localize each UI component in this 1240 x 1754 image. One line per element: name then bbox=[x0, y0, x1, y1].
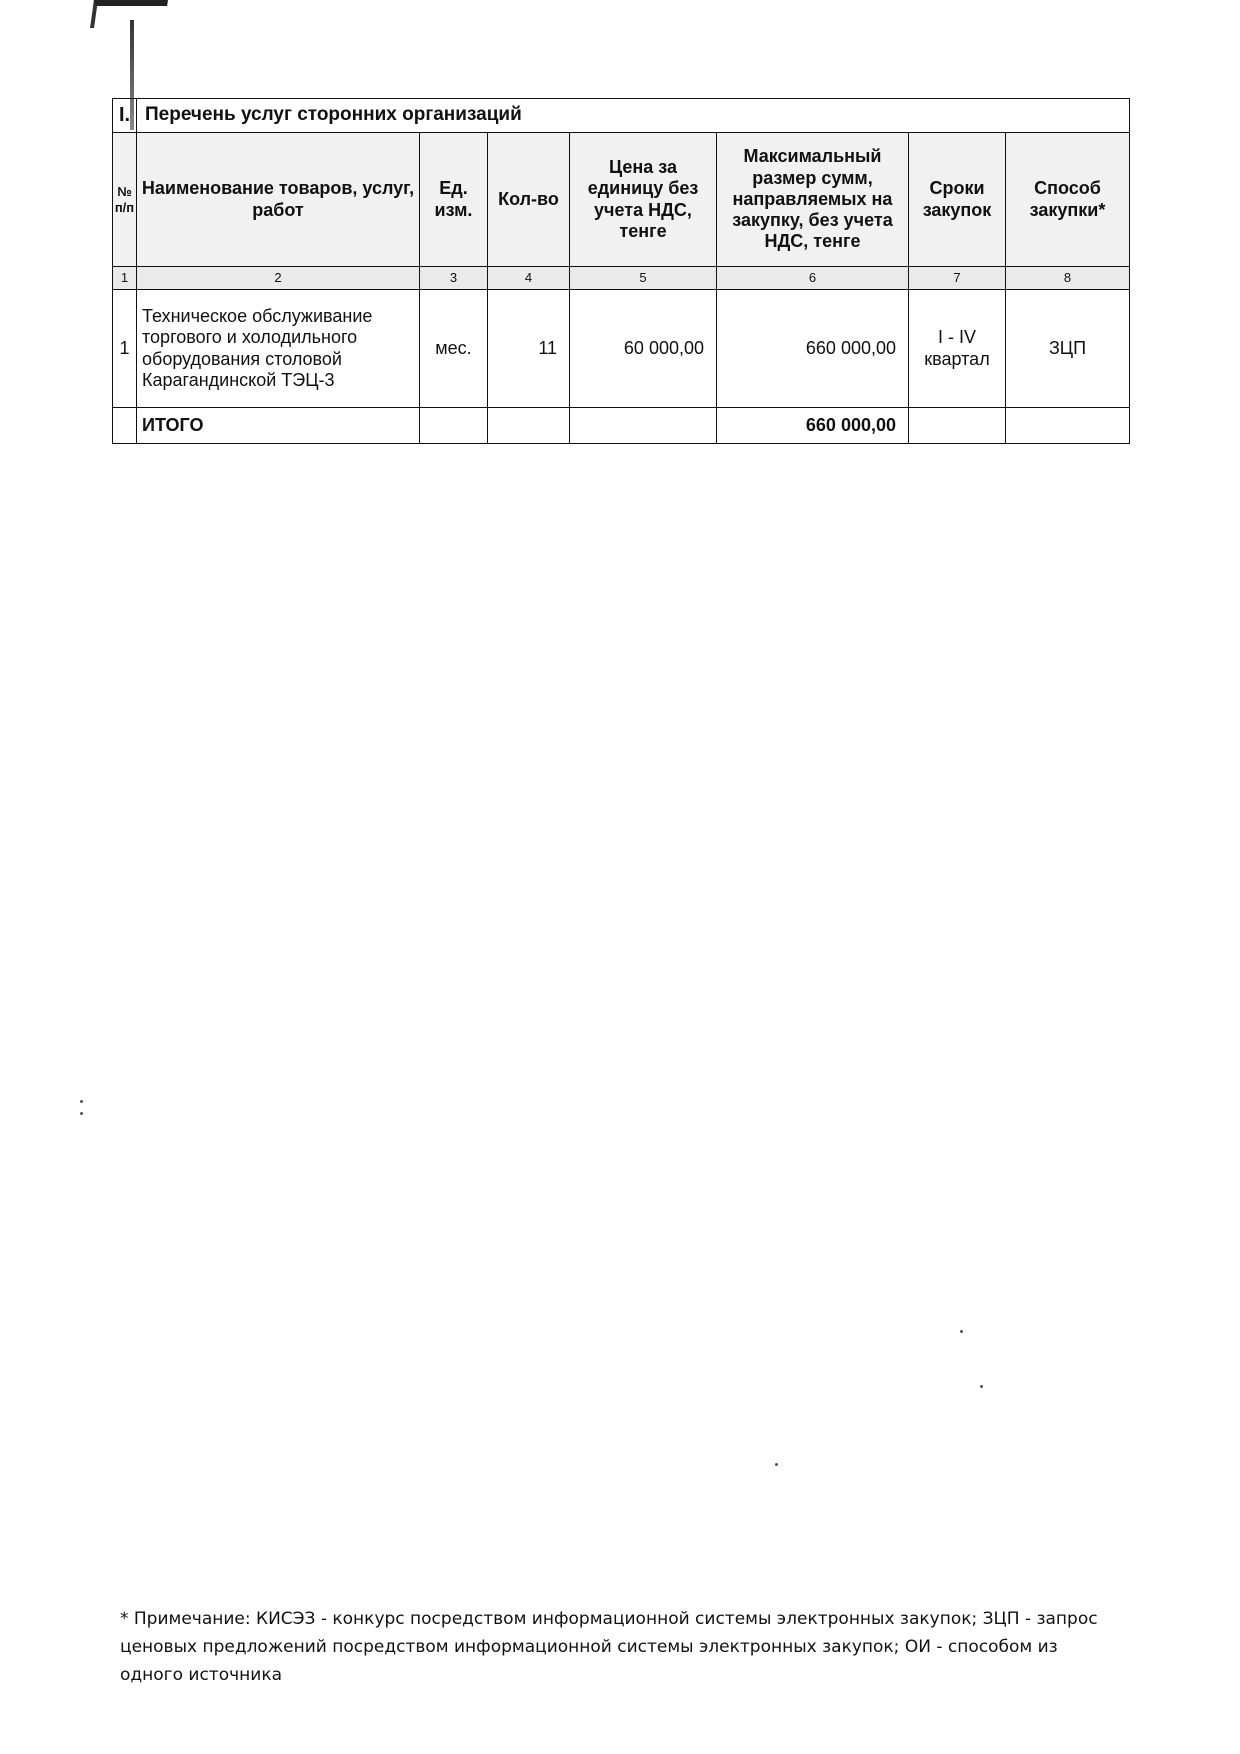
scan-artifact-dot bbox=[80, 1112, 83, 1115]
total-empty-cell bbox=[909, 408, 1006, 444]
total-row bbox=[113, 408, 1130, 444]
header-num: № п/п bbox=[113, 133, 137, 267]
header-unit: Ед. изм. bbox=[420, 133, 488, 267]
scan-artifact-dot bbox=[980, 1385, 983, 1388]
scan-artifact-mark bbox=[90, 0, 168, 28]
total-empty-cell bbox=[488, 408, 570, 444]
total-label: ИТОГО bbox=[137, 408, 420, 444]
header-terms: Сроки закупок bbox=[909, 133, 1006, 267]
column-number: 4 bbox=[488, 267, 570, 290]
section-number: I. bbox=[113, 99, 137, 133]
header-max-amount: Максимальный размер сумм, направляемых на закупку, без учета НДС, тенге bbox=[717, 133, 909, 267]
section-title: Перечень услуг сторонних организаций bbox=[137, 99, 1130, 133]
row-max-amount: 660 000,00 bbox=[717, 290, 909, 408]
row-num: 1 bbox=[113, 290, 137, 408]
total-empty-cell bbox=[1006, 408, 1130, 444]
row-terms: I - IV квартал bbox=[909, 290, 1006, 408]
footnote: * Примечание: КИСЭЗ - конкурс посредством информационной системы электронных закупок; ЗЦП - запрос ценовых предложений посредством информационной системы электронных закупок; ОИ - способом из одного источника bbox=[120, 1609, 1098, 1685]
column-number: 1 bbox=[113, 267, 137, 290]
scan-artifact-dot bbox=[775, 1463, 778, 1466]
row-unit: мес. bbox=[420, 290, 488, 408]
column-number: 2 bbox=[137, 267, 420, 290]
section-header-row bbox=[113, 99, 1130, 133]
total-empty-cell bbox=[420, 408, 488, 444]
column-number: 8 bbox=[1006, 267, 1130, 290]
column-number: 7 bbox=[909, 267, 1006, 290]
header-price: Цена за единицу без учета НДС, тенге bbox=[570, 133, 717, 267]
column-number: 5 bbox=[570, 267, 717, 290]
row-qty: 11 bbox=[488, 290, 570, 408]
header-qty: Кол-во bbox=[488, 133, 570, 267]
column-number: 6 bbox=[717, 267, 909, 290]
scan-artifact-dot bbox=[960, 1330, 963, 1333]
column-number: 3 bbox=[420, 267, 488, 290]
row-method: ЗЦП bbox=[1006, 290, 1130, 408]
header-name: Наименование товаров, услуг, работ bbox=[137, 133, 420, 267]
column-number-row bbox=[113, 267, 1130, 290]
header-method: Способ закупки* bbox=[1006, 133, 1130, 267]
table-header-row bbox=[113, 133, 1130, 267]
total-empty-cell bbox=[570, 408, 717, 444]
scan-artifact-dot bbox=[80, 1100, 83, 1103]
table-row bbox=[113, 290, 1130, 408]
row-price: 60 000,00 bbox=[570, 290, 717, 408]
row-name: Техническое обслуживание торгового и холодильного оборудования столовой Карагандинской ТЭЦ-3 bbox=[137, 290, 420, 408]
total-max-amount: 660 000,00 bbox=[717, 408, 909, 444]
purchase-plan-table bbox=[112, 98, 1130, 444]
total-empty-cell bbox=[113, 408, 137, 444]
